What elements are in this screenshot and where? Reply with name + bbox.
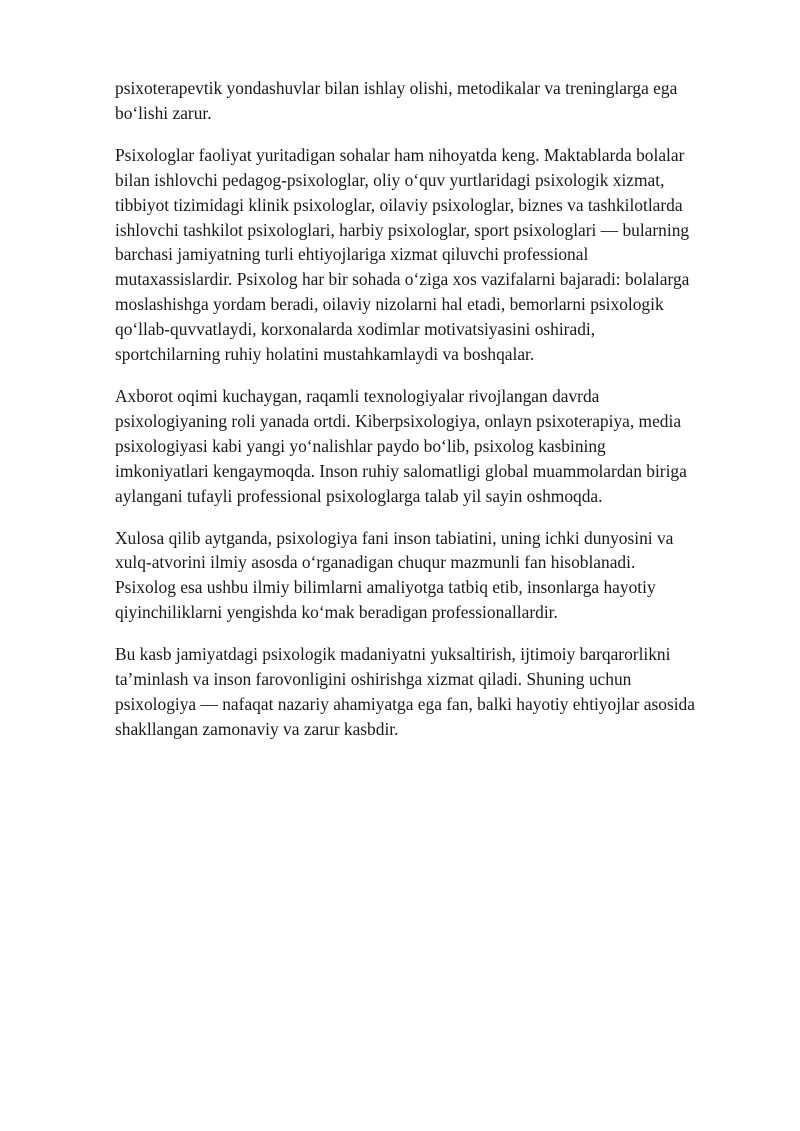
text-line: psixologiya — nafaqat nazariy ahamiyatga ega fan, balki hayotiy ehtiyojlar asosida: [115, 693, 695, 714]
text-line: Bu kasb jamiyatdagi psixologik madaniyatni yuksaltirish, ijtimoiy barqarorlikni: [115, 644, 671, 665]
text-line: psixoterapevtik yondashuvlar bilan ishlay olishi, metodikalar va treninglarga ega: [115, 78, 678, 98]
text-line: barchasi jamiyatning turli ehtiyojlariga xizmat qiluvchi professional: [115, 244, 589, 265]
paragraph-2: [115, 143, 745, 367]
text-line: Psixologlar faoliyat yuritadigan sohalar ham nihoyatda keng. Maktablarda bolalar: [115, 144, 685, 165]
text-line: qiyinchiliklarni yengishda ko‘mak beradigan professionallardir.: [115, 602, 558, 623]
text-line: sportchilarning ruhiy holatini mustahkamlaydi va boshqalar.: [115, 344, 535, 365]
text-line: bo‘lishi zarur.: [115, 102, 212, 123]
document-body: [115, 76, 745, 759]
text-line: ta’minlash va inson farovonligini oshirishga xizmat qiladi. Shuning uchun: [115, 669, 632, 690]
text-line: bilan ishlovchi pedagog-psixologlar, oliy o‘quv yurtlaridagi psixologik xizmat,: [115, 169, 665, 190]
text-line: xulq-atvorini ilmiy asosda o‘rganadigan chuqur mazmunli fan hisoblanadi.: [115, 552, 636, 573]
text-line: Psixolog esa ushbu ilmiy bilimlarni amaliyotga tatbiq etib, insonlarga hayotiy: [115, 577, 656, 598]
text-line: shakllangan zamonaviy va zarur kasbdir.: [115, 718, 399, 739]
text-line: Axborot oqimi kuchaygan, raqamli texnologiyalar rivojlangan davrda: [115, 385, 600, 406]
text-line: mutaxassislardir. Psixolog har bir sohada o‘ziga xos vazifalarni bajaradi: bolalarga: [115, 269, 690, 290]
text-line: ishlovchi tashkilot psixologlari, harbiy psixologlar, sport psixologlari — bularning: [115, 219, 690, 240]
paragraph-5: [115, 642, 745, 742]
paragraph-1: [115, 76, 745, 126]
text-line: psixologiyasi kabi yangi yo‘nalishlar paydo bo‘lib, psixolog kasbining: [115, 435, 606, 456]
paragraph-3: [115, 384, 745, 509]
text-line: aylangani tufayli professional psixologlarga talab yil sayin oshmoqda.: [115, 485, 603, 506]
text-line: moslashishga yordam beradi, oilaviy nizolarni hal etadi, bemorlarni psixologik: [115, 294, 664, 315]
text-line: Xulosa qilib aytganda, psixologiya fani inson tabiatini, uning ichki dunyosini va: [115, 527, 674, 548]
paragraph-4: [115, 526, 745, 626]
text-line: qo‘llab-quvvatlaydi, korxonalarda xodimlar motivatsiyasini oshiradi,: [115, 319, 596, 340]
text-line: psixologiyaning roli yanada ortdi. Kiberpsixologiya, onlayn psixoterapiya, media: [115, 410, 682, 431]
text-line: imkoniyatlari kengaymoqda. Inson ruhiy salomatligi global muammolardan biriga: [115, 460, 687, 481]
text-line: tibbiyot tizimidagi klinik psixologlar, oilaviy psixologlar, biznes va tashkilotlarda: [115, 194, 683, 215]
